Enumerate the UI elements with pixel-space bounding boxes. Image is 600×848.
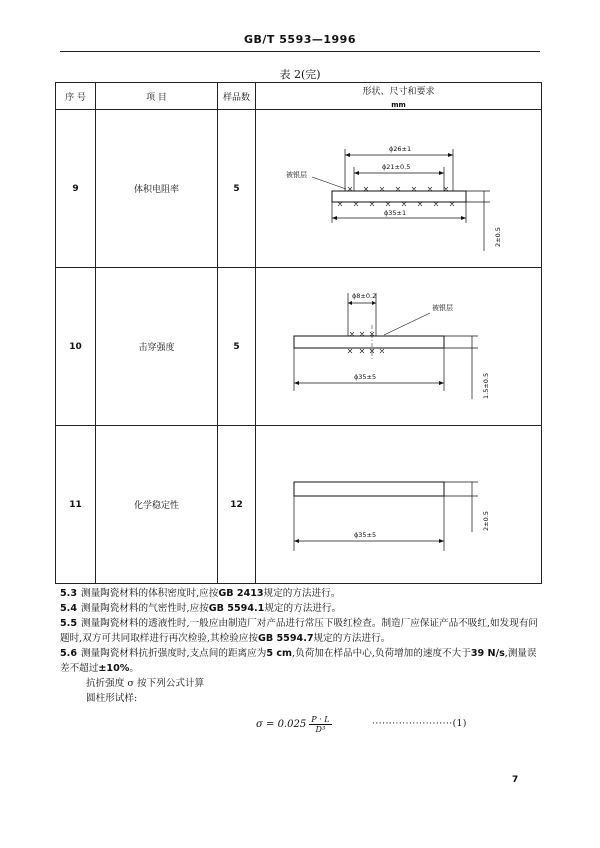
clause-5-4: 5.4 测量陶瓷材料的气密性时,应按GB 5594.1规定的方法进行。 [60,603,342,614]
dim-outer-label: ϕ26±1 [389,144,412,153]
formula-numerator: P · L [311,715,330,724]
row-samples: 5 [218,268,256,426]
row-samples: 12 [218,426,256,584]
dim-sample-label: ϕ35±5 [354,372,377,381]
dim-inner-label: ϕ21±0.5 [382,162,411,171]
silver-layer-label: 被银层 [286,170,307,179]
standard-header: GB/T 5593—1996 [244,33,356,46]
formula [256,715,332,734]
table-header-row [56,83,542,110]
clause-5-6: 5.6 测量陶瓷材料抗折强度时,支点间的距离应为5 cm,负荷加在样品中心,负荷增加的速度不大于39 N/s,测量误差不超过±10%。 [60,648,537,674]
header-rule [60,51,540,52]
row-item: 体积电阻率 [96,110,218,268]
figure-cell [256,426,542,584]
row-item: 击穿强度 [96,268,218,426]
body-text [60,586,545,706]
formula-lhs: σ = 0.025 [256,719,307,730]
page-number: 7 [512,775,519,785]
col-header-samples: 样品数 [218,83,256,110]
row-samples: 5 [218,110,256,268]
table-row [56,426,542,584]
cylinder-sample-line: 圆柱形试样: [86,693,138,704]
dim-thickness-label: 2±0.5 [482,510,490,531]
silver-layer-marks [338,187,454,206]
formula-fraction [309,715,331,734]
chemical-stability-diagram [256,427,542,583]
flex-strength-line: 抗折强度 σ 按下列公式计算 [86,678,205,689]
col-header-spec [256,83,542,110]
row-number: 11 [56,426,96,584]
breakdown-strength-diagram [256,269,542,425]
row-number: 9 [56,110,96,268]
col-header-spec-label: 形状、尺寸和要求 [362,86,435,97]
clause-5-5: 5.5 测量陶瓷材料的透液性时,一般应由制造厂对产品进行常压下吸红检查。制造厂应保证产品不吸红,如发现有问题时,双方可共同取样进行再次检验,其检验应按GB 5594.7规定的方法进行。 [60,618,539,644]
clause-5-3: 5.3 测量陶瓷材料的体积密度时,应按GB 2413规定的方法进行。 [60,588,341,599]
dim-thickness-label: 2±0.5 [494,226,502,247]
dim-electrode-label: ϕ8±0.2 [352,291,377,300]
table-row [56,110,542,268]
figure-cell [256,110,542,268]
col-header-item: 项 目 [96,83,218,110]
table-row [56,268,542,426]
silver-layer-label: 被银层 [432,303,453,312]
dim-sample-label: ϕ35±1 [384,208,407,217]
figure-cell [256,268,542,426]
silver-layer-marks [348,332,384,353]
col-header-unit: mm [391,100,406,109]
spec-table [55,82,542,584]
col-header-no: 序 号 [56,83,96,110]
formula-denominator: D³ [315,725,326,734]
row-item: 化学稳定性 [96,426,218,584]
equation-number: ························(1) [372,719,467,729]
row-number: 10 [56,268,96,426]
dim-thickness-label: 1.5±0.5 [482,372,490,399]
table-title: 表 2(完) [279,68,321,81]
volume-resistivity-diagram [256,111,542,267]
dim-sample-label: ϕ35±5 [354,530,377,539]
